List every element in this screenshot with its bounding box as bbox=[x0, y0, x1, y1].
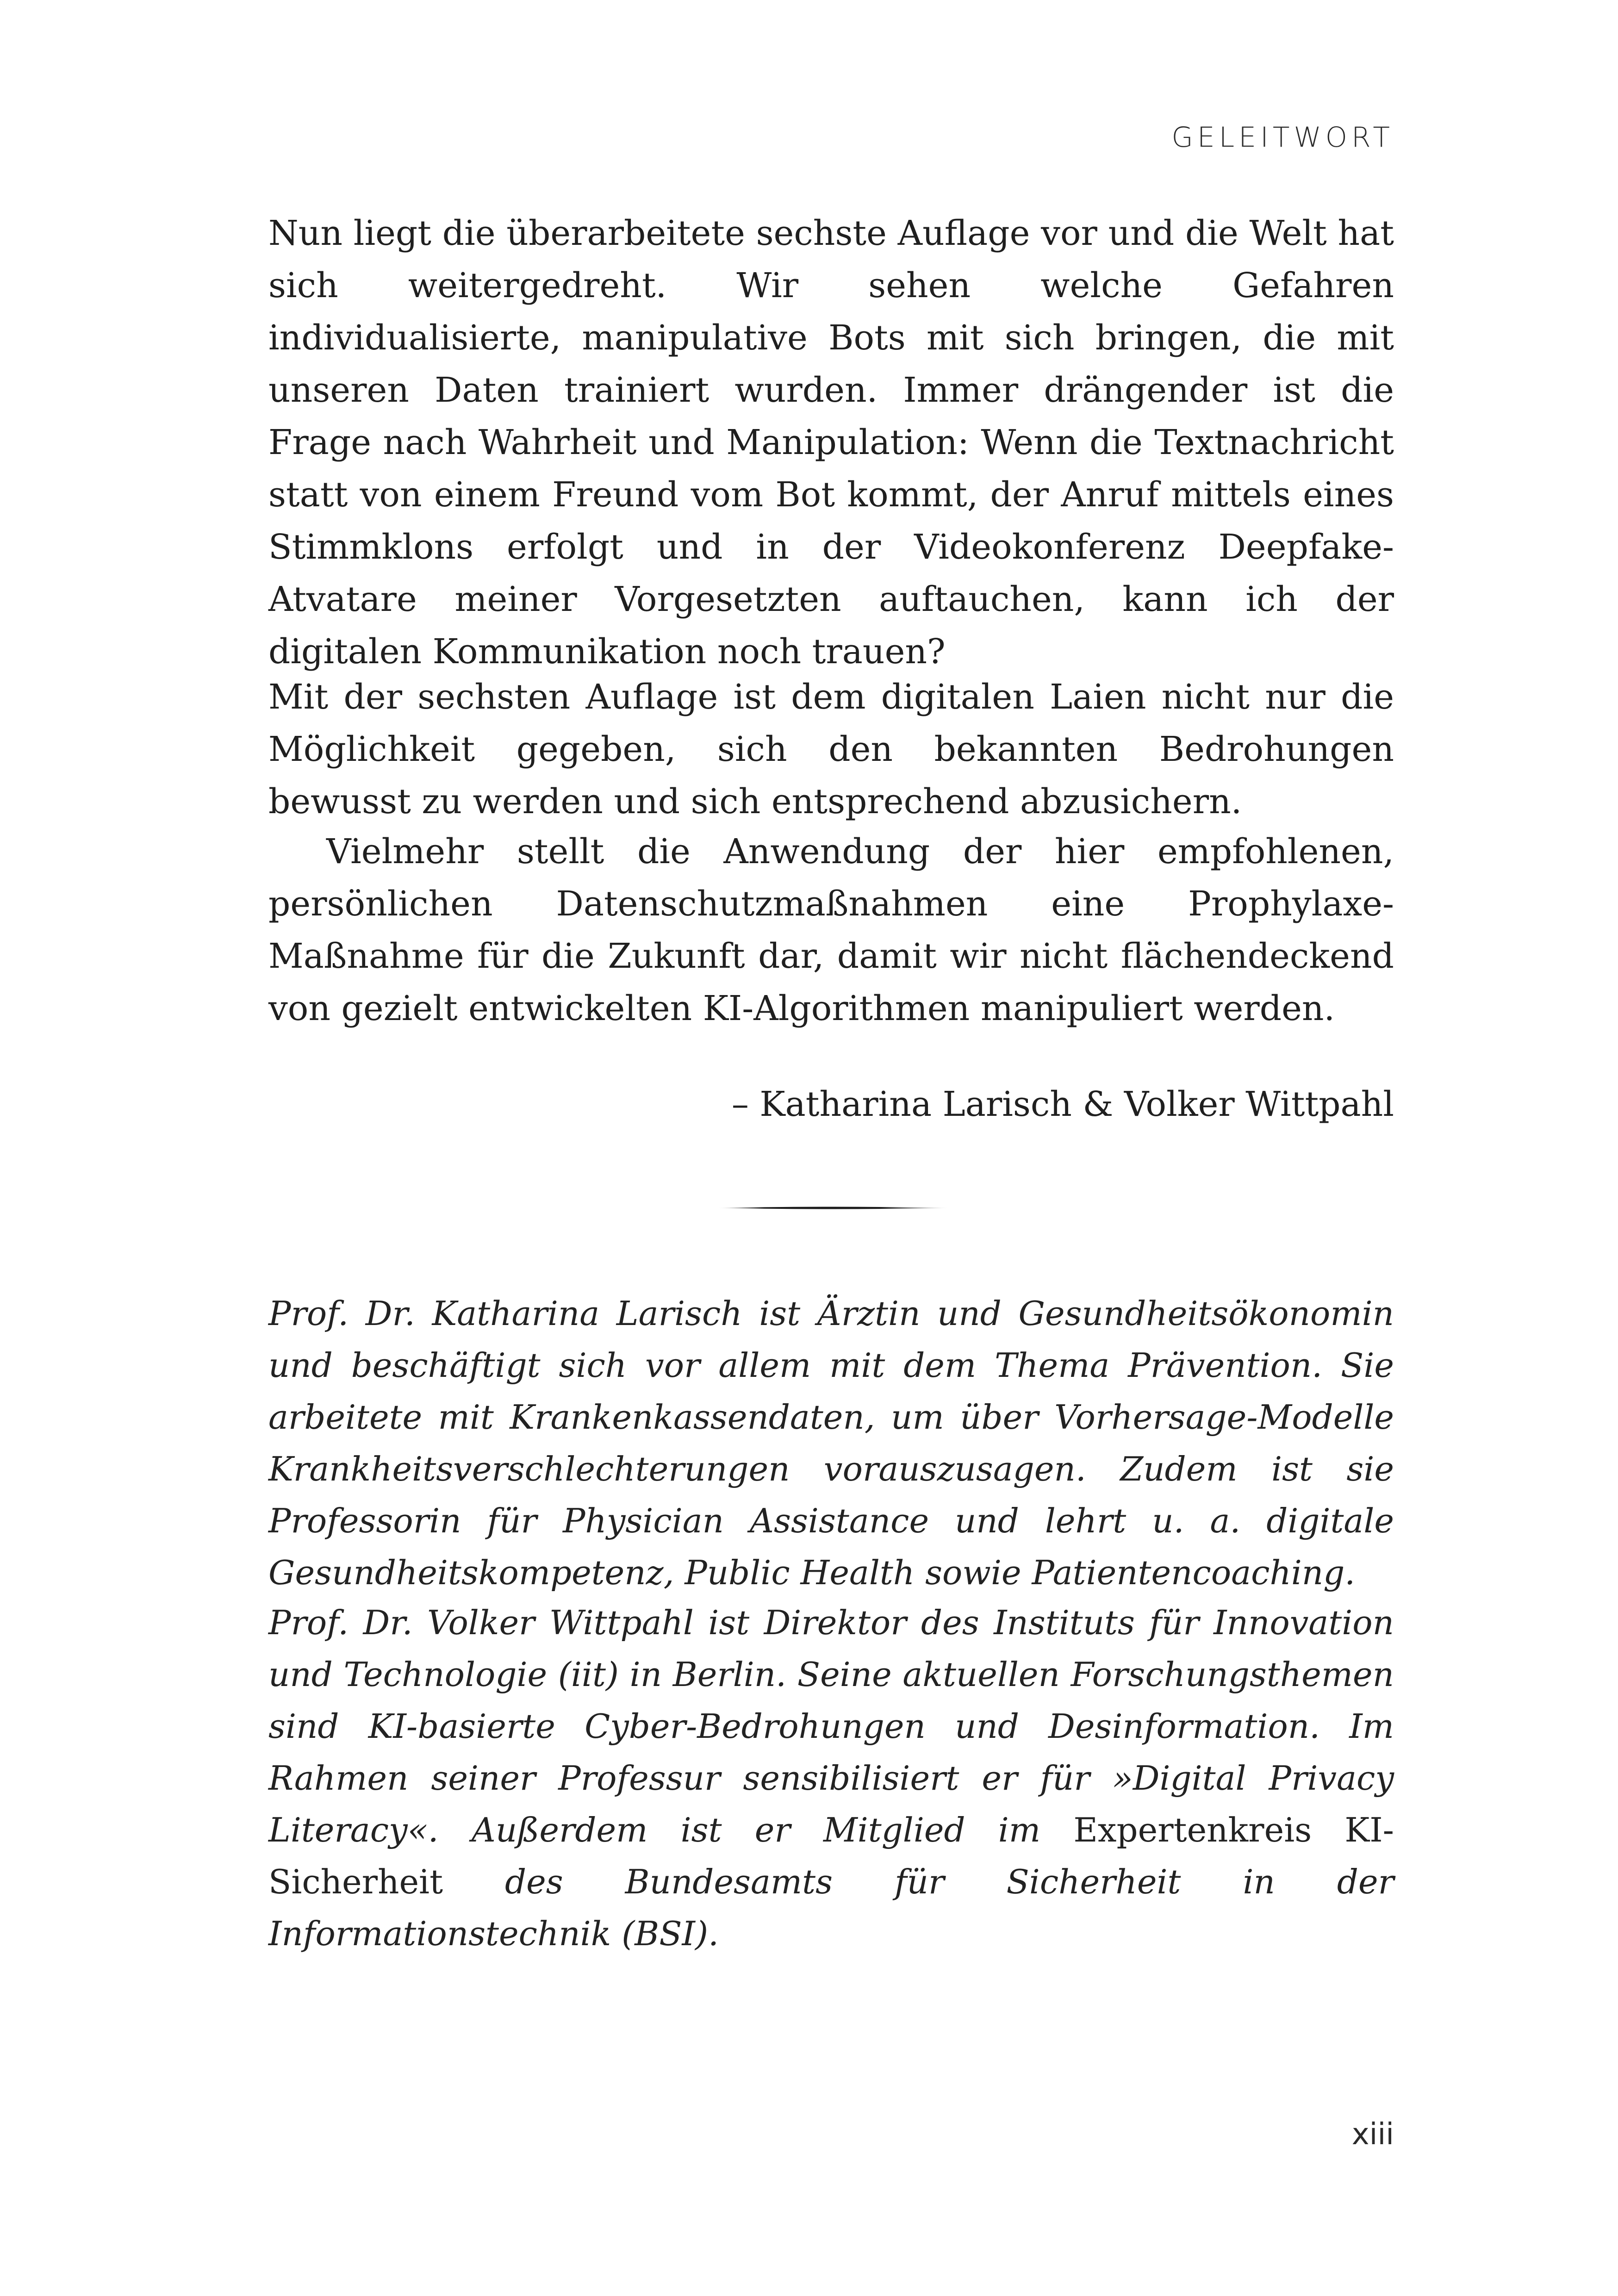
foreword-paragraph-1: Nun liegt die überarbeitete sechste Auflage vor und die Welt hat sich weitergedreht. Wir sehen welche Gefahren individualisierte, manipulative Bots mit sich bringen, die mit unseren Daten trainiert wurden. Immer drängender ist die Frage nach Wahrheit und Manipulation: Wenn die Textnachricht statt von einem Freund vom Bot kommt, der Anruf mittels eines Stimmklons erfolgt und in der Videokonferenz Deepfake-Atvatare meiner Vorgesetzten auftauchen, kann ich der digitalen Kommunikation noch trauen? bbox=[268, 213, 1394, 672]
bio-text-italic-1: Prof. Dr. Volker Wittpahl ist Direktor des Instituts für Innovation und Technologie (iit) in Berlin. Seine aktuellen Forschungsthemen sind KI-basierte Cyber-Bedrohungen und Desinformation. Im Rahmen seiner Professur sensibilisiert er für »Digital Privacy Literacy«. Außerdem ist er Mitglied im bbox=[268, 1603, 1394, 1849]
signature: – Katharina Larisch & Volker Wittpahl bbox=[731, 1084, 1394, 1124]
running-head: GELEITWORT bbox=[1171, 121, 1394, 154]
page-number: xiii bbox=[1351, 2117, 1394, 2152]
bio-text-roman: Expertenkreis KI-Sicherheit bbox=[268, 1811, 1394, 1901]
author-bio-wittpahl bbox=[268, 1597, 1394, 1960]
foreword-paragraph-2: Mit der sechsten Auflage ist dem digitalen Laien nicht nur die Möglichkeit gegeben, sich den bekannten Bedrohungen bewusst zu werden und sich entsprechend abzusichern. bbox=[268, 677, 1394, 821]
author-bio-larisch: Prof. Dr. Katharina Larisch ist Ärztin und Gesundheitsökonomin und beschäftigt sich vor allem mit dem Thema Prävention. Sie arbeitete mit Krankenkassendaten, um über Vorhersage-Modelle Krankheitsverschlechterungen vorauszusagen. Zudem ist sie Professorin für Physician Assistance und lehrt u. a. digitale Gesundheitskompetenz, Public Health sowie Patientencoaching. bbox=[268, 1294, 1394, 1592]
foreword-paragraph-3: Vielmehr stellt die Anwendung der hier empfohlenen, persönlichen Datenschutzmaßnahmen eine Prophylaxe-Maßnahme für die Zukunft dar, damit wir nicht flächendeckend von gezielt entwickelten KI-Algorithmen manipuliert werden. bbox=[268, 832, 1394, 1028]
bio-text-italic-2: des Bundesamts für Sicherheit in der Informationstechnik (BSI). bbox=[268, 1862, 1394, 1953]
section-divider bbox=[717, 1206, 949, 1210]
